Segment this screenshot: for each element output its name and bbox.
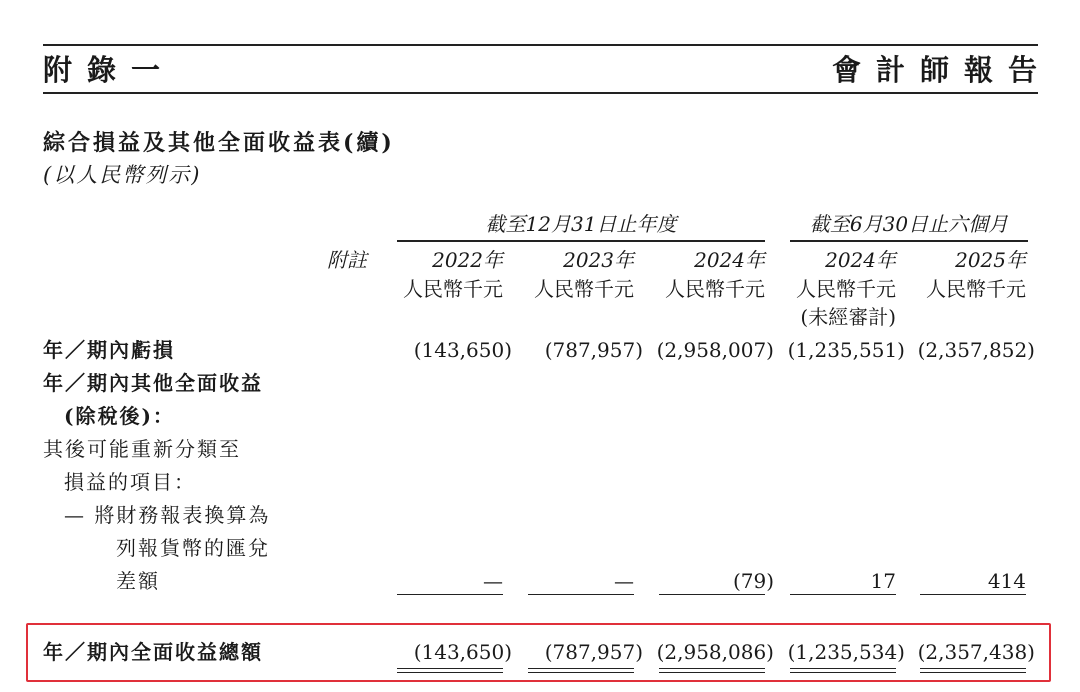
subtotal-underline [397,594,503,595]
fx-value-2025-h1: 414 [987,569,1026,593]
six-months-group-label: 截至6月30日止六個月 [809,212,1009,236]
fx-value-2022: — [483,569,503,593]
column-year: 2022年 [432,248,503,272]
header-bottom-rule [43,92,1038,94]
column-unit: 人民幣千元 [403,277,503,301]
loss-value-2024-h1: (1,235,551) [787,338,905,362]
year-end-group-rule [397,240,765,242]
subtotal-underline [528,594,634,595]
fx-line-label-continued: 列報貨幣的匯兌 [116,536,270,560]
column-year: 2025年 [955,248,1026,272]
note-column-header: 附註 [327,248,367,272]
appendix-title: 附錄一 [43,53,176,87]
loss-value-2024: (2,958,007) [656,338,774,362]
total-value-2024: (2,958,086) [656,640,774,664]
loss-row-label: 年／期內虧損 [43,338,175,362]
column-unit: 人民幣千元 [796,277,896,301]
total-value-2024-h1: (1,235,534) [787,640,905,664]
loss-value-2025-h1: (2,357,852) [917,338,1035,362]
currency-note: (以人民幣列示) [43,163,202,187]
column-unit: 人民幣千元 [534,277,634,301]
fx-value-2024: (79) [732,569,774,593]
oci-heading-continued: (除稅後)： [64,404,175,428]
fx-row-label: 差額 [116,569,160,593]
subtotal-underline [920,594,1026,595]
reclass-heading: 其後可能重新分類至 [43,437,241,461]
total-value-2025-h1: (2,357,438) [917,640,1035,664]
column-year: 2023年 [563,248,634,272]
statement-title: 綜合損益及其他全面收益表(續) [43,130,395,156]
subtotal-underline [659,594,765,595]
fx-line-label: — 將財務報表換算為 [64,503,271,527]
column-unit: 人民幣千元 [926,277,1026,301]
reclass-heading-continued: 損益的項目： [64,470,196,494]
column-year: 2024年 [694,248,765,272]
total-value-2023: (787,957) [544,640,643,664]
year-end-group-label: 截至12月31日止年度 [485,212,677,236]
column-year: 2024年 [825,248,896,272]
header-top-rule [43,44,1038,46]
total-double-underline [528,668,634,673]
total-value-2022: (143,650) [413,640,512,664]
fx-value-2023: — [614,569,634,593]
total-double-underline [920,668,1026,673]
report-title: 會計師報告 [831,53,1052,87]
column-unit: 人民幣千元 [665,277,765,301]
total-double-underline [659,668,765,673]
total-double-underline [790,668,896,673]
total-row-label: 年／期內全面收益總額 [43,640,263,664]
total-double-underline [397,668,503,673]
subtotal-underline [790,594,896,595]
six-months-group-rule [790,240,1028,242]
oci-heading: 年／期內其他全面收益 [43,371,263,395]
loss-value-2023: (787,957) [544,338,643,362]
fx-value-2024-h1: 17 [870,569,896,593]
unaudited-label: (未經審計) [800,305,896,329]
loss-value-2022: (143,650) [413,338,512,362]
